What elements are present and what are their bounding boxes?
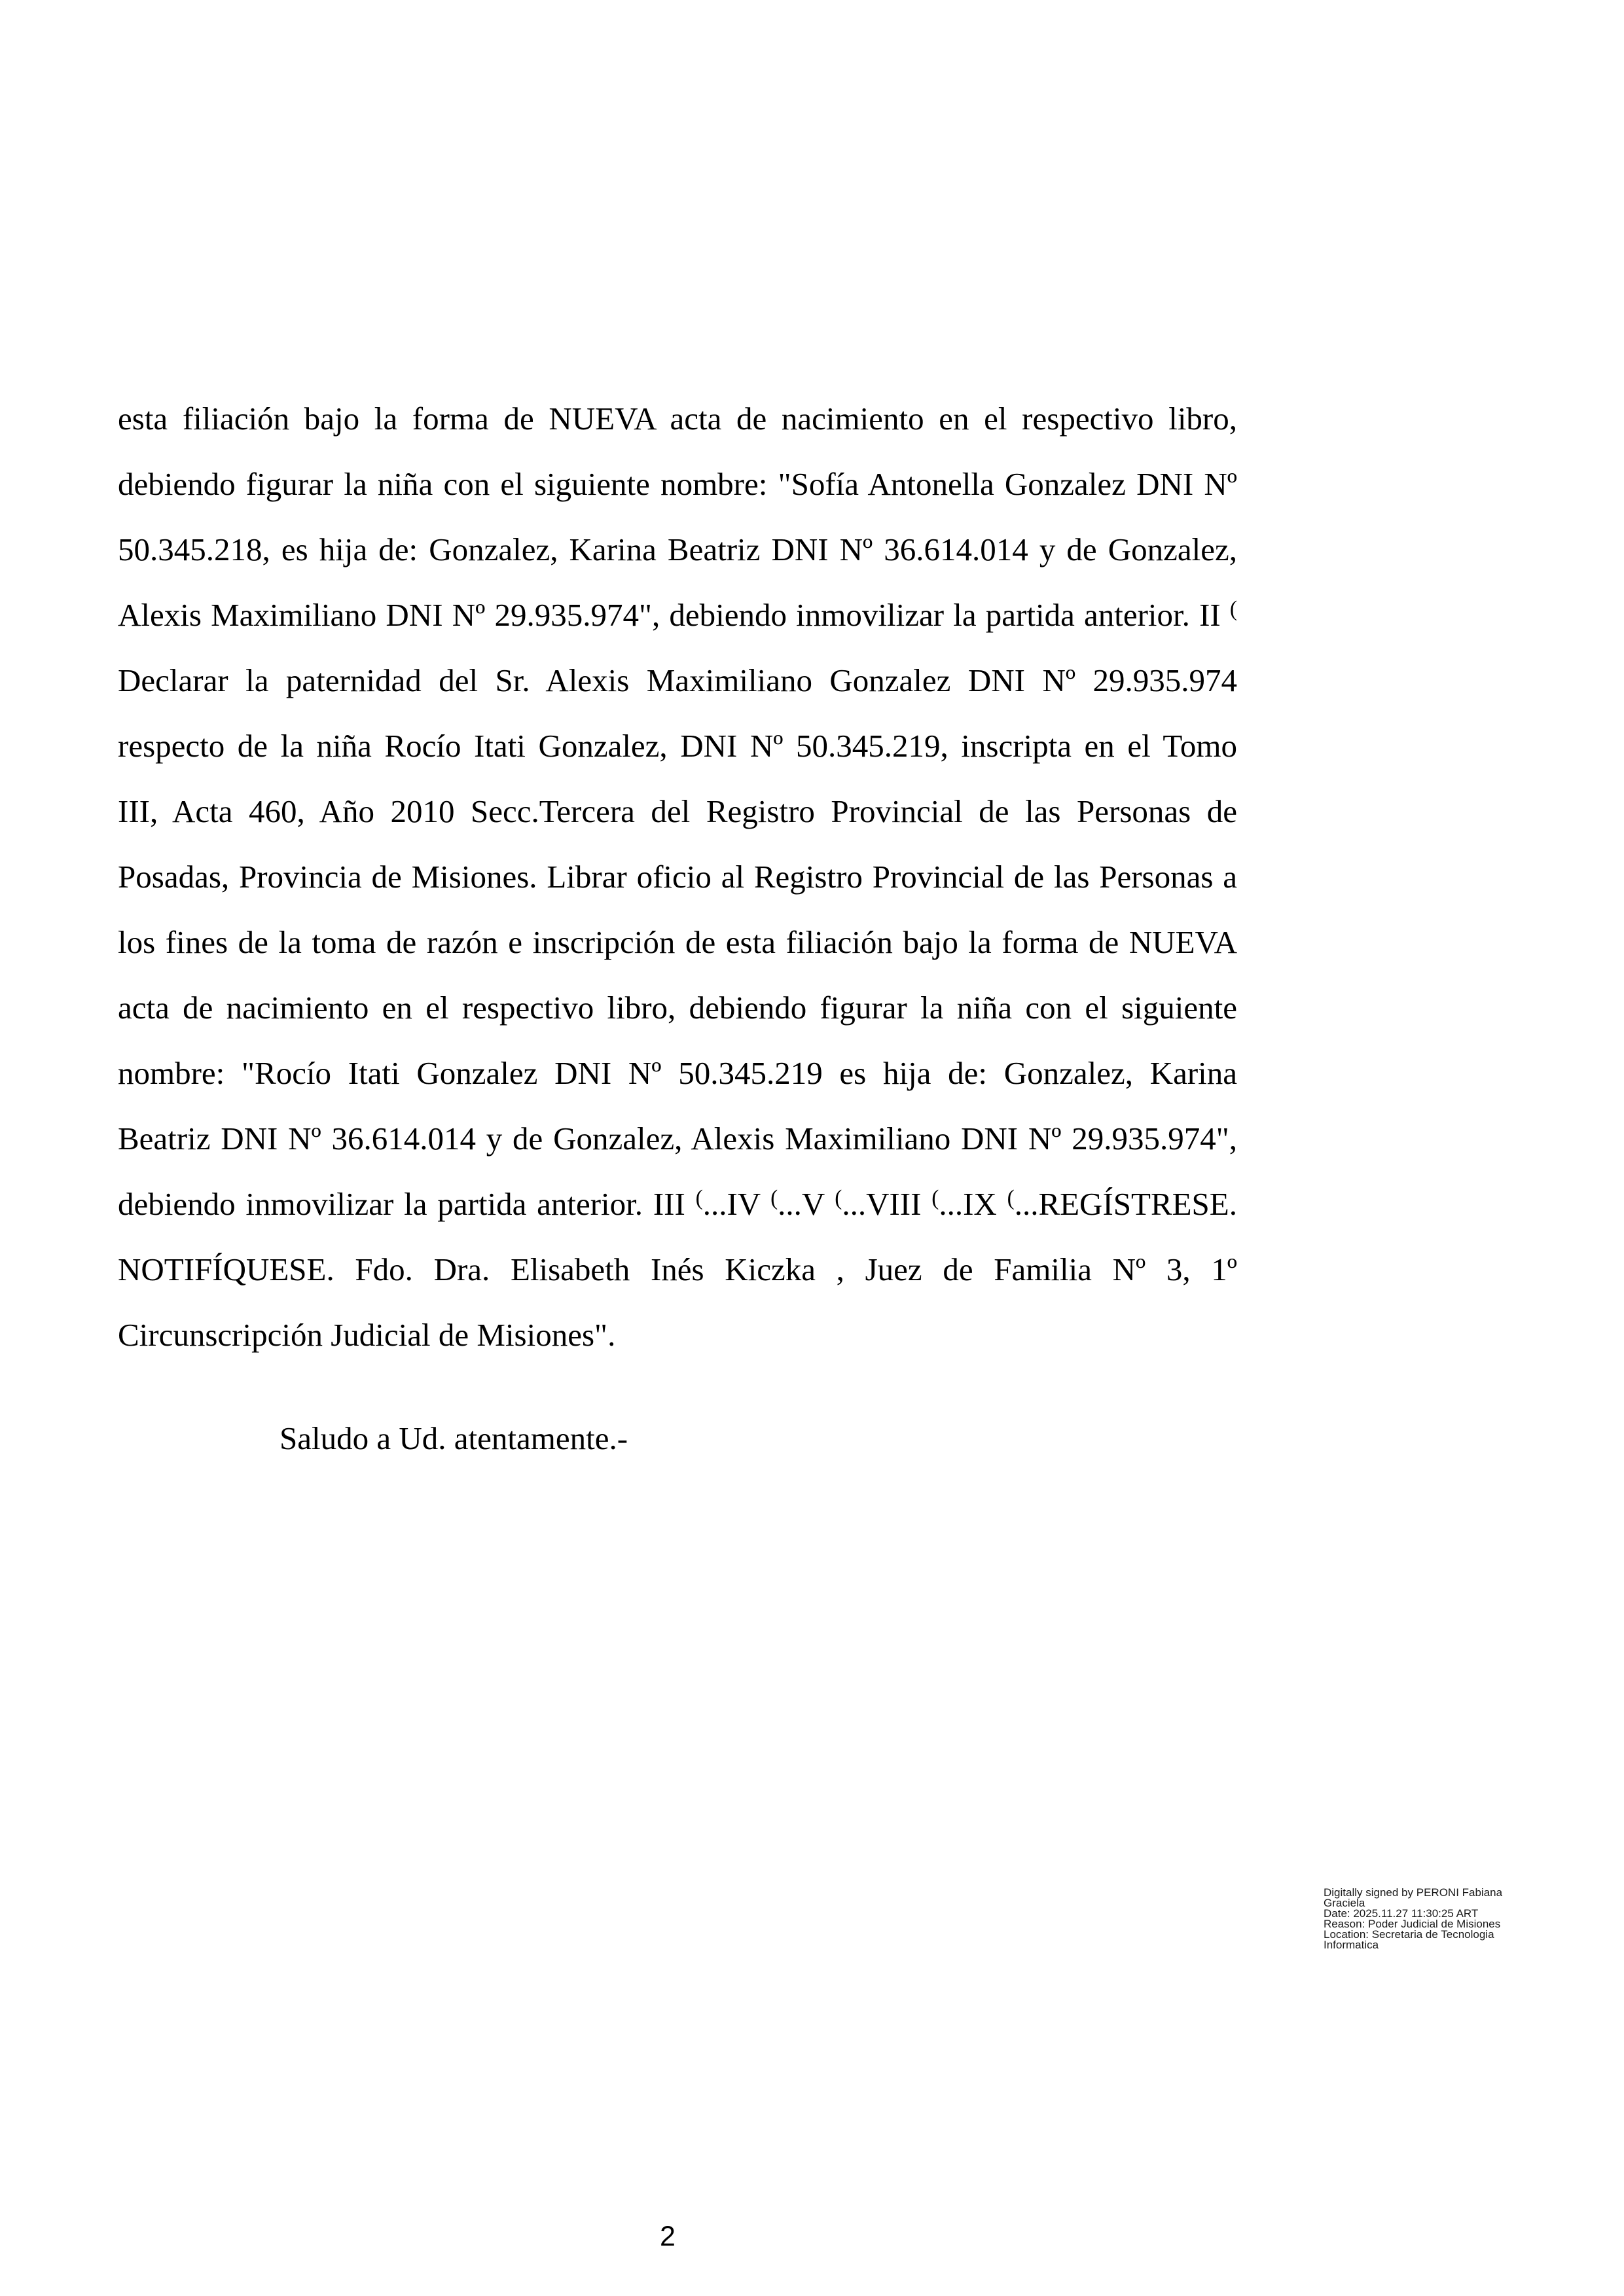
body-line: NOTIFÍQUESE. Fdo. Dra. Elisabeth Inés Kiczka , Juez de Familia Nº 3, 1º	[118, 1251, 1237, 1287]
signature-line: Digitally signed by PERONI Fabiana	[1324, 1886, 1503, 1899]
document-body	[118, 386, 1237, 1471]
body-line: acta de nacimiento en el respectivo libro, debiendo figurar la niña con el siguiente	[118, 990, 1237, 1026]
superscript-paren: (	[1229, 597, 1237, 622]
superscript-paren: (	[770, 1186, 778, 1211]
superscript-paren: (	[931, 1186, 939, 1211]
body-line: Circunscripción Judicial de Misiones".	[118, 1317, 616, 1353]
body-line: Posadas, Provincia de Misiones. Librar oficio al Registro Provincial de las Personas a	[118, 859, 1237, 895]
body-line: Declarar la paternidad del Sr. Alexis Maximiliano Gonzalez DNI Nº 29.935.974	[118, 662, 1237, 698]
signature-line: Date: 2025.11.27 11:30:25 ART	[1324, 1907, 1479, 1920]
superscript-paren: (	[695, 1186, 703, 1211]
digital-signature-block	[1324, 1888, 1502, 1950]
superscript-paren: (	[1007, 1186, 1015, 1211]
body-line: nombre: "Rocío Itati Gonzalez DNI Nº 50.345.219 es hija de: Gonzalez, Karina	[118, 1055, 1237, 1091]
closing-line: Saludo a Ud. atentamente.-	[280, 1420, 628, 1456]
body-line: III, Acta 460, Año 2010 Secc.Tercera del Registro Provincial de las Personas de	[118, 793, 1237, 829]
page-number: 2	[660, 2221, 676, 2252]
signature-line: Location: Secretaria de Tecnologia	[1324, 1928, 1494, 1941]
body-line: esta filiación bajo la forma de NUEVA acta de nacimiento en el respectivo libro,	[118, 401, 1237, 437]
body-line: Beatriz DNI Nº 36.614.014 y de Gonzalez, Alexis Maximiliano DNI Nº 29.935.974",	[118, 1121, 1237, 1157]
body-line: debiendo figurar la niña con el siguiente nombre: "Sofía Antonella Gonzalez DNI Nº	[118, 466, 1237, 502]
superscript-paren: (	[835, 1186, 842, 1211]
signature-line: Informatica	[1324, 1939, 1379, 1951]
body-line: 50.345.218, es hija de: Gonzalez, Karina Beatriz DNI Nº 36.614.014 y de Gonzalez,	[118, 531, 1237, 567]
body-line: respecto de la niña Rocío Itati Gonzalez, DNI Nº 50.345.219, inscripta en el Tomo	[118, 728, 1237, 764]
body-line: Alexis Maximiliano DNI Nº 29.935.974", debiendo inmovilizar la partida anterior. II (	[118, 597, 1237, 633]
body-line: debiendo inmovilizar la partida anterior. III (...IV (...V (...VIII (...IX (...REGÍSTRESE.	[118, 1186, 1237, 1222]
signature-line: Reason: Poder Judicial de Misiones	[1324, 1918, 1501, 1930]
signature-line: Graciela	[1324, 1897, 1365, 1909]
body-paragraph	[118, 386, 1237, 1368]
body-line: los fines de la toma de razón e inscripción de esta filiación bajo la forma de NUEVA	[118, 924, 1237, 960]
